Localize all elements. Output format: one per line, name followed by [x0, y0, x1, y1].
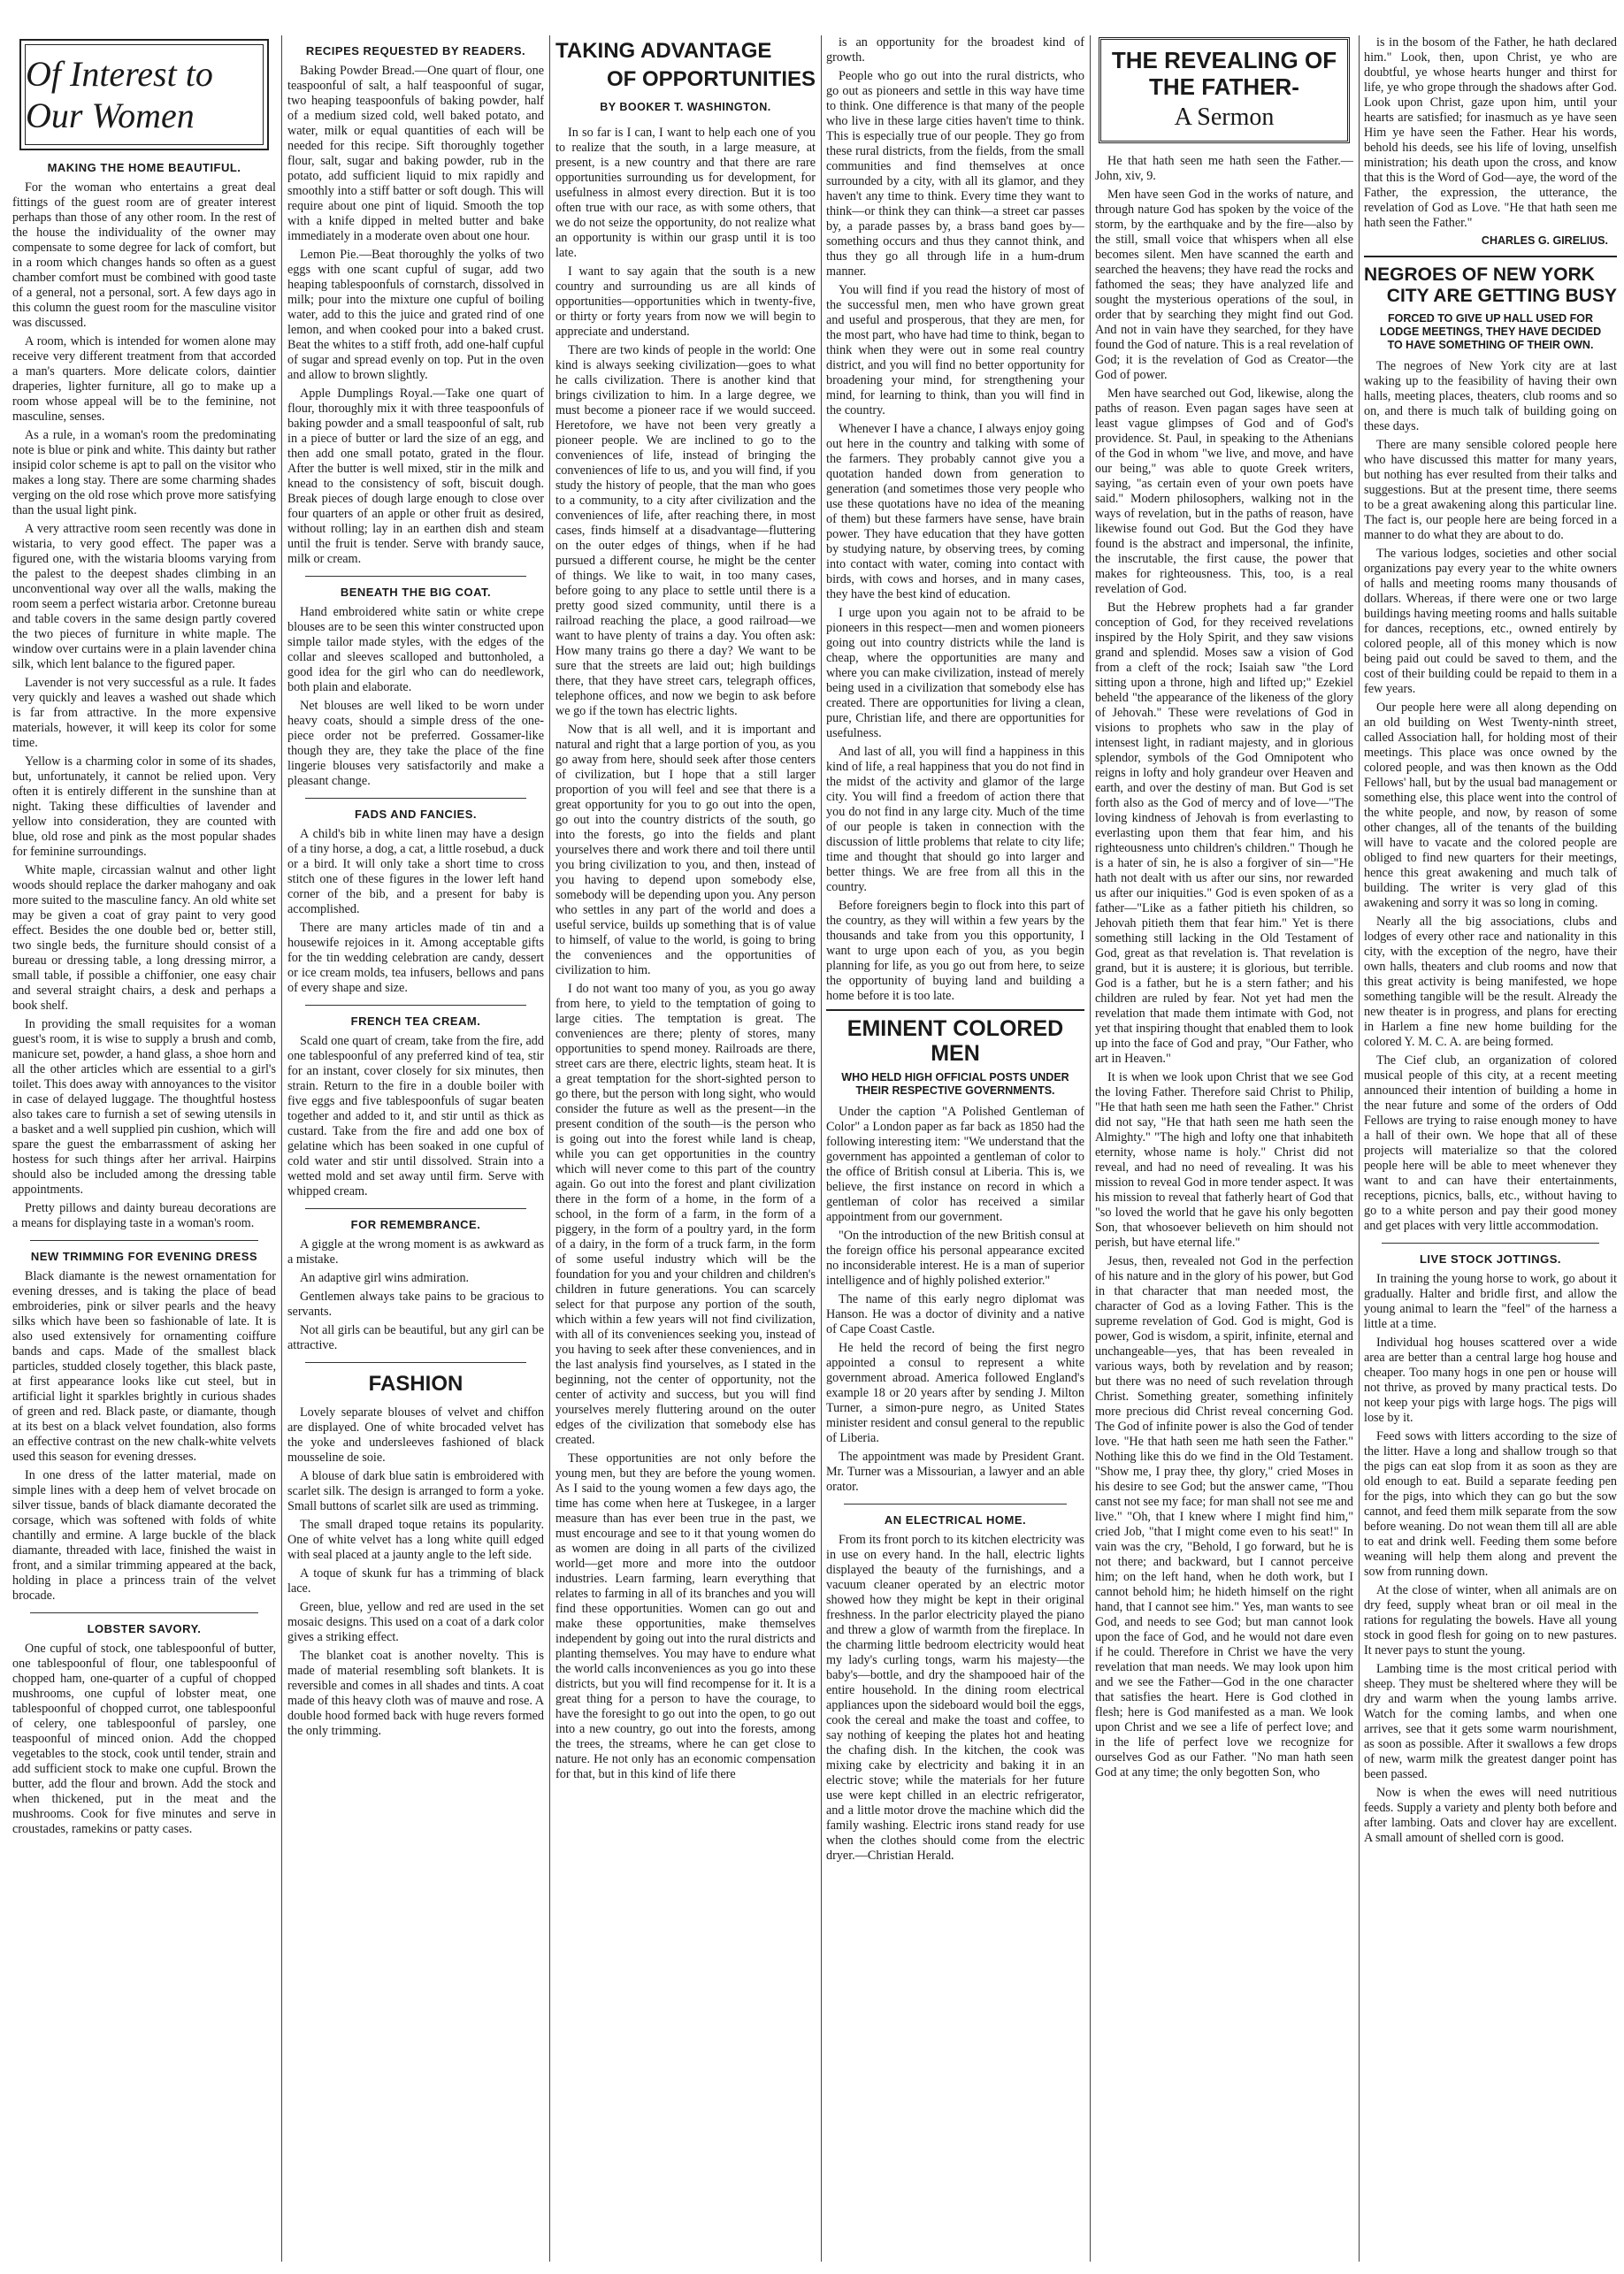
- paragraph: From its front porch to its kitchen electricity was in use on every hand. In the hall, electric lights displayed the beauty of the furnishings, and a vacuum cleaner operated by an electric motor showed how they might be kept in their original freshness. In the parlor electricity played the piano and threw a glow of warmth from the fireplace. In the charming little bedroom electricity would heat my lady's curling tongs, warm his majesty—the baby's—bottle, and dry the shampooed hair of the entire household. In the dining room electrical appliances upon the sideboard would boil the eggs, cook the cereal and make the toast and coffee, to say nothing of keeping the plates hot and heating the chafing dish. In the kitchen, the cook was mixing cake by electricity and baking it in an electric stove; while the materials for her future use were kept chilled in an electric refrigerator, and a little motor drove the machine which did the family washing. Electric irons stand ready for use when the clothes should come from the electric dryer.—Christian Herald.: [826, 1533, 1084, 1863]
- paragraph: Gentlemen always take pains to be gracious to servants.: [287, 1290, 544, 1319]
- section-heading: FRENCH TEA CREAM.: [350, 1014, 481, 1028]
- paragraph: A blouse of dark blue satin is embroidered with scarlet silk. The design is arranged to form a yoke. Small buttons of scarlet silk are used as trimming.: [287, 1469, 544, 1513]
- article-body: [287, 1237, 544, 1353]
- article-title: EMINENT COLORED MEN: [846, 1016, 1064, 1066]
- paragraph: The negroes of New York city are at last waking up to the feasibility of having their own halls, meeting places, theaters, club rooms and so on, and there is much talk of building going on these days.: [1364, 359, 1617, 433]
- column-1: [12, 35, 276, 2265]
- column-3: [555, 35, 816, 2265]
- article-body: [826, 35, 1084, 1004]
- paragraph: White maple, circassian walnut and other light woods should replace the darker mahogany and oak more suited to the masculine fancy. An old white set may be given a coat of gray paint to very good effect. Besides the one double bed or, better still, two single beds, the furniture should consist of a bureau or dressing table, a long dressing mirror, a small table, if possible a chiffonier, one easy chair and several straight chairs, a desk and perhaps a book shelf.: [12, 863, 276, 1013]
- paragraph: Our people here were all along depending on an old building on West Twenty-ninth street, called Association hall, for holding most of their meetings. This place was once owned by the colored people, and was then known as the Odd Fellows' hall, but by the usual bad management or something else, this place went into the control of the white people, and now, by reason of some other changes, all of the tenants of the building will have to vacate and the colored people are obliged to find new quarters for their meetings, hence this great awakening and much talk of building. The writer is very glad of this awakening and sorry it was so long in coming.: [1364, 701, 1617, 910]
- paragraph: It is when we look upon Christ that we see God the loving Father. Therefore said Christ to Philip, "He that hath seen me hath seen the Father." Christ did not say, "He that hath seen me hath seen the Almighty." "The high and lofty one that inhabiteth eternity, whose name is holy." Christ did not reveal, and had no need of revealing. It was his mission to reveal God in more tender aspect. It was his mission to reveal that fatherly heart of God that "so loved the world that he gave his only begotten Son, that whosoever believeth on him should not perish, but have eternal life.": [1095, 1070, 1353, 1250]
- paragraph: Green, blue, yellow and red are used in the set mosaic designs. This used on a coat of a dark color gives a striking effect.: [287, 1600, 544, 1644]
- article-body: [1364, 35, 1617, 231]
- paragraph: Baking Powder Bread.—One quart of flour, one teaspoonful of salt, a half teaspoonful of sugar, two heaping teaspoonfuls of baking powder, half of a medium sized cold, well baked potato, and water, milk or equal quantities of each will be needed for this recipe. Sift thoroughly together flour, salt, sugar and baking powder, rub in the potato, add sufficient liquid to mix rapidly and smoothly into a stiff batter or soft dough. This will require about one pint of liquid. Smooth the top with a knife dipped in melted butter and bake immediately in a moderate oven about one hour.: [287, 64, 544, 243]
- article-body: [1095, 154, 1353, 1780]
- paragraph: These opportunities are not only before the young men, but they are before the young women. As I said to the young women a few days ago, the time has come when here at Tuskegee, in a larger measure than has ever been true in the past, we must encourage and see to it that young women do as women are doing in all parts of the civilized world—get more and more into the outdoor industries. Learn farming, learn everything that relates to farming in all of its branches and you will find these opportunities. Women can go out and make these opportunities, make themselves independent by going out into the rural districts and planting themselves. You may have to endure what the world calls inconveniences as you go into these districts, but you will find recompense for it. It is a great thing for a person to have the courage, to have the foresight to go out into the open, to go out into a new country, go out into the forests, among the trees, the streams, where he can get close to nature. He not only has an economic compensation for that, but in this kind of life there: [555, 1451, 816, 1781]
- paragraph: Men have seen God in the works of nature, and through nature God has spoken by the voice of the storm, by the earthquake and by the fire—also by the still, small voice that whispers when all else becomes silent. Men have scanned the earth and searched the heavens; they have read the rocks and fathomed the seas; they have analyzed life and sought the mysterious operations of the soul, in order that by searching they might find out God. And not in vain have they searched, for they have found the God of nature. This is a real revelation of God; it is the revelation of God as Creator—the God of power.: [1095, 188, 1353, 382]
- paragraph: Before foreigners begin to flock into this part of the country, as they will within a few years by the thousands and take from you this opportunity, I want to urge upon each of you, as you begin planning for life, as you go out from here, to seize the opportunity of buying land and building a home before it is too late.: [826, 899, 1084, 1003]
- paragraph: There are many sensible colored people here who have discussed this matter for many years, but nothing has ever resulted from their talks and suggestions. But at the present time, there seems to be a great awakening along this particular line. The fact is, our people here are being forced in a manner to do what they are about to do.: [1364, 438, 1617, 542]
- paragraph: Black diamante is the newest ornamentation for evening dresses, and is taking the place of bead embroideries, pink or silver pearls and the heavy silks which have been so fashionable of late. It is also used extensively for ornamenting coiffure bands and caps. Made of the smallest black particles, studded closely together, this black paste, at first appearance looks like cut steel, but in artificial light it sparkles brightly in curious shades of green and red. Black paste, or diamante, though at its best on a black velvet foundation, also forms an effective contrast on the new chalk-white velvets used this season for evening dresses.: [12, 1269, 276, 1464]
- paragraph: One cupful of stock, one tablespoonful of butter, one tablespoonful of flour, one tablespoonful of chopped ham, one-quarter of a cupful of chopped mushrooms, one cupful of lobster meat, one tablespoonful of chopped currot, one tablespoonful of celery, one tablespoonful of parsley, one teaspoonful of minced onion. Add the chopped vegetables to the stock, cook until tender, strain and add sufficient stock to make one cupful. Brown the butter, add the flour and brown. Add the stock and when thickened, put in the meat and the mushrooms. Cook for five minutes and serve in croustades, ramekins or patty cases.: [12, 1642, 276, 1836]
- sermon-subtitle: A Sermon: [1174, 103, 1275, 131]
- paragraph: is an opportunity for the broadest kind of growth.: [826, 35, 1084, 65]
- article-body: [826, 1105, 1084, 1495]
- column-5: [1095, 35, 1353, 2265]
- fashion-heading: FASHION: [368, 1372, 463, 1396]
- article-body: [287, 605, 544, 789]
- sermon-title-line1: THE REVEALING OF: [1111, 47, 1337, 73]
- paragraph: The Cief club, an organization of colored musical people of this city, at a recent meeting announced their intention of building a home in the near future and some of the orders of Odd Fellows are trying to raise enough money to have a hall of their own. We hope that all of these projects will materialize so that the colored people here will be able to meet whenever they want to and can have their entertainments, receptions, picnics, balls, etc., without having to go to a white person and pay their good money and get places with very little accommodation.: [1364, 1053, 1617, 1233]
- section-heading: AN ELECTRICAL HOME.: [884, 1513, 1027, 1527]
- article-body: [1364, 359, 1617, 1234]
- column-rule: [821, 35, 822, 2262]
- paragraph: For the woman who entertains a great deal fittings of the guest room are of greater interest perhaps than those of any other room. In the rest of the house the individuality of the owner may compensate to some degree for lack of comfort, but in a room which changes hands so often as a guest chamber comfort must be combined with good taste of a general, not a personal, sort. A few days ago in this column the guest room for the masculine visitor was discussed.: [12, 180, 276, 330]
- paragraph: There are many articles made of tin and a housewife rejoices in it. Among acceptable gifts for the tin wedding celebration are candy, dessert or ice cream molds, tea infusers, bellows and pans of every shape and size.: [287, 921, 544, 995]
- paragraph: He held the record of being the first negro appointed a consul to represent a white government abroad. America followed England's example 18 or 20 years after by sending J. Milton Turner, a simon-pure negro, as United States minister resident and consul general to the republic of Liberia.: [826, 1341, 1084, 1445]
- section-heading: NEW TRIMMING FOR EVENING DRESS: [30, 1250, 258, 1263]
- paragraph: But the Hebrew prophets had a far grander conception of God, for they received revelations inspired by the Holy Spirit, and they saw visions grand and splendid. Moses saw a vision of God from a cleft of the rock; Isaiah saw "the Lord sitting upon a throne, high and lifted up;" Ezekiel beheld "the appearance of the likeness of the glory of Jehovah." These were revelations of God in visions to prophets who saw in the play of intensest light, in radiant majesty, and in glorious splendor, symbols of the God Omnipotent who reigns in lofty and holy grandeur over Heaven and earth, and over the destiny of man. But God is set forth also as the God of mercy and of love—"The loving kindness of Jehovah is from everlasting to everlasting upon them that fear him, and his righteousness unto children's children." Though he is a hater of sin, he is also a forgiver of sin—"He hath not dealt with us after our sins, nor rewarded us after our iniquities." God is even spoken of as a father—"Like as a father pitieth his children, so Jehovah pitieth them that fear him." Yet is there something still lacking in the Old Testament of God, great as that revelation is. That revelation is grand, but it is austere; it is glorious, but terrible. God is a father, but he is a stern father; and his children are ruled by fear. Not yet had men the revelation that made them intimate with God, not yet that inspiring thought that enabled them to look up into the face of God and pray, "Our Father, who art in Heaven.": [1095, 601, 1353, 1066]
- paragraph: Apple Dumplings Royal.—Take one quart of flour, thoroughly mix it with three teaspoonfuls of baking powder and a small teaspoonful of salt, rub in a piece of butter or lard the size of an egg, and then add one small potato, grated in the flour. After the butter is well mixed, stir in the milk and knead to the consistency of soft, biscuit dough. Break pieces of dough large enough to close over four quarters of an apple or other fruit as desired, without rolling; lay in an earthen dish and steam until the fruit is tender. Serve with brandy sauce, milk or cream.: [287, 387, 544, 566]
- column-rule: [281, 35, 282, 2262]
- article-body: [826, 1533, 1084, 1864]
- paragraph: Now is when the ewes will need nutritious feeds. Supply a variety and plenty both before and after lambing. Oats and clover hay are excellent. A small amount of shelled corn is good.: [1364, 1786, 1617, 1845]
- section-heading: FOR REMEMBRANCE.: [350, 1218, 481, 1231]
- paragraph: In so far is I can, I want to help each one of you to realize that the south, in a large measure, at present, is a new country and that there are rare opportunities surrounding us for development, for usefulness in almost every direction. But it is too often true with our race, as with some others, that we do not seize the opportunity, do not realize what an opportunity is within our grasp until it is too late.: [555, 126, 816, 260]
- article-title-line1: NEGROES OF NEW YORK: [1364, 264, 1595, 285]
- paragraph: Whenever I have a chance, I always enjoy going out here in the country and talking with some of the farmers. They probably cannot give you a quotation handed down from generation to generation (and sometimes those very people who use these quotations have no idea of the meaning of them) but these farmers have sense, have brain power. They have education that they have gotten by studying nature, by observing trees, by coming into contact with water, coming into contact with birds, with cows and horses, and in many cases, they have the best kind of education.: [826, 422, 1084, 601]
- paragraph: Net blouses are well liked to be worn under heavy coats, should a simple dress of the one-piece order not be preferred. Gossamer-like though they are, they take the place of the fine lingerie blouses very satisfactorily and make a pleasant change.: [287, 699, 544, 788]
- article-title-line2: CITY ARE GETTING BUSY: [1386, 286, 1617, 306]
- article-title-line1: TAKING ADVANTAGE: [555, 39, 772, 63]
- article-body: [287, 1034, 544, 1199]
- paragraph: is in the bosom of the Father, he hath declared him." Look, then, upon Christ, ye who are doubtful, ye whose hearts hunger and thirst for life, ye who grope through the shadows after God. Look upon Christ, gaze upon him, until your hearts are satisfied; for inasmuch as ye have seen Him ye have seen the Father. Hear his words, behold his deeds, see his life of loving, unselfish ministration; his death upon the cross, and know that this is the Word of God—aye, the word of the Father, the expression, the utterance, the revelation of God as Love. "He that hath seen me hath seen the Father.": [1364, 35, 1617, 230]
- column-rule: [549, 35, 550, 2262]
- paragraph: An adaptive girl wins admiration.: [300, 1271, 470, 1285]
- paragraph: The various lodges, societies and other social organizations pay every year to the white owners of halls and meeting rooms many thousands of dollars. Whereas, if there were one or two large buildings having meeting rooms and halls suitable for dances, receptions, etc., owned entirely by colored people, all of this money which is now being paid out could be saved to them, and the cost of their building could be repaid to them in a few years.: [1364, 547, 1617, 696]
- paragraph: In one dress of the latter material, made on simple lines with a deep hem of velvet brocade on silver tissue, bands of black diamante decorated the corsage, which was softened with folds of white chantilly and ermine. A large buckle of the black diamante, threaded with lace, finished the waist in front, and a similar trimming appeared at the back, holding in place a princess train of the velvet brocade.: [12, 1468, 276, 1603]
- article-subtitle: WHO HELD HIGH OFFICIAL POSTS UNDER THEIR RESPECTIVE GOVERNMENTS.: [841, 1071, 1069, 1097]
- sermon-title-box: [1099, 37, 1350, 143]
- article-body: [12, 1269, 276, 1604]
- paragraph: Nearly all the big associations, clubs and lodges of every other race and nationality in this city, with the exception of the negro, have their own halls, theaters and club rooms and now that this great activity is being manifested, we hope something tangible will be the result. Already the new theater is in progress, and plans for erecting in Harlem a fine new home building for the colored Y. M. C. A. are being formed.: [1364, 915, 1617, 1049]
- paragraph: I want to say again that the south is a new country and surrounding us are all kinds of opportunities—opportunities which in twenty-five, or thirty or forty years from now we will begin to appreciate and understand.: [555, 264, 816, 339]
- article-body: [287, 1405, 544, 1739]
- paragraph: People who go out into the rural districts, who go out as pioneers and settle in this way have time to think. One difference is that many of the people who live in these large cities haven't time to think. This is especially true of our people. They go from these rural districts, from the fields, from the small communities and find themselves at once surrounded by a city, with all its glamor, and they haven't any time to think. Every time they want to think—or think they can think—a street car passes by, a parade passes by, a brass band goes by—something occurs and thus they cannot think, and thus they go all through life in a hum-drum manner.: [826, 69, 1084, 279]
- section-heading: RECIPES REQUESTED BY READERS.: [305, 44, 526, 57]
- section-heading: LIVE STOCK JOTTINGS.: [1419, 1252, 1561, 1266]
- paragraph: And last of all, you will find a happiness in this kind of life, a real happiness that you do not find in the midst of the activity and glamor of the large city. You will find a freedom of action there that you do not find in any large city. Much of the time of our people is taken in connection with the discussion of little problems that relate to city life; time and thought that should go into larger and better things. We are free from all this in the country.: [826, 745, 1084, 894]
- section-masthead: [19, 39, 269, 150]
- article-subtitle: FORCED TO GIVE UP HALL USED FOR LODGE MEETINGS, THEY HAVE DECIDED TO HAVE SOMETHING OF THEIR OWN.: [1379, 312, 1602, 351]
- paragraph: In training the young horse to work, go about it gradually. Halter and bridle first, and allow the young animal to learn the "feel" of the harness a little at a time.: [1364, 1272, 1617, 1331]
- byline: BY BOOKER T. WASHINGTON.: [600, 101, 771, 113]
- paragraph: Hand embroidered white satin or white crepe blouses are to be seen this winter constructed upon simple tailor made styles, with the edges of the collar and sleeves scalloped and buttonholed, a good idea for the girl who can do needlework, both plain and elaborate.: [287, 605, 544, 694]
- paragraph: A toque of skunk fur has a trimming of black lace.: [287, 1566, 544, 1596]
- paragraph: Under the caption "A Polished Gentleman of Color" a London paper as far back as 1850 had the following interesting item: "We understand that the government has appointed a gentleman of color to the office of British consul at Liberia. This is, we believe, the first instance on record in which a gentleman of color has received a similar appointment from our government.: [826, 1105, 1084, 1224]
- paragraph: A room, which is intended for women alone may receive very different treatment from that accorded a man's quarters. More delicate colors, daintier draperies, lighter furniture, all go to make up a room whose appeal will be to the feminine, not masculine, senses.: [12, 334, 276, 424]
- paragraph: Lovely separate blouses of velvet and chiffon are displayed. One of white brocaded velvet has the yoke and undersleeves fashioned of black mousseline de soie.: [287, 1405, 544, 1465]
- signature: CHARLES G. GIRELIUS.: [1481, 234, 1608, 247]
- paragraph: Yellow is a charming color in some of its shades, but, unfortunately, it cannot be relied upon. Very often it is entirely different in the sunshine than at night. Taking these difficulties of lavender and yellow into consideration, they are counted with blue, old rose and pink as the most popular shades for feminine surroundings.: [12, 754, 276, 859]
- article-body: [1364, 1272, 1617, 1846]
- paragraph: A giggle at the wrong moment is as awkward as a mistake.: [287, 1237, 544, 1267]
- paragraph: Feed sows with litters according to the size of the litter. Have a long and shallow trough so that the pigs can eat slop from it as soon as they are old enough to eat. Build a separate feeding pen for the pigs, into which they can go but the sow cannot, and feed them milk separate from the sow before weaning. Do not wean them till all are able to eat and drink well. Feeding them some before weaning will help them along and prevent the sow from running down.: [1364, 1429, 1617, 1579]
- paragraph: I do not want too many of you, as you go away from here, to yield to the temptation of going to large cities. The temptation is great. The conveniences are there; plenty of stores, many opportunities to spend money. Railroads are there, street cars are there, electric lights, steam heat. It is a great temptation for the short-sighted person to go there, but the person with long sight, who would consider the future as well as the present—in the present condition of the south—is the person who is going out into the forest while land is cheap, while you can get opportunities in the country which will never come to this part of the country again. Go out into the forest and plant civilization there in the form of a home, in the form of a school, in the form of a farm, in the form of a piggery, in the form of a poultry yard, in the form of a dairy, in the form of a truck farm, in the form of some useful industry which will be the foundation for you and your children and children's children in future generations. You can scarcely select for that purpose any portion of the south, which within a few years will not find civilization, with all of its conveniences seeking you, instead of you having to seek after these conveniences, and in the last analysis find yourselves, as I stated in the beginning, not the center of opportunity, not the center of activity and success, but you will find yourselves merely fluttering around on the outer edges of the civilization that somebody else has created.: [555, 982, 816, 1447]
- paragraph: Lambing time is the most critical period with sheep. They must be sheltered where they will be dry and warm when the young lambs arrive. Watch for the coming lambs, and when one arrives, see that it gets some warm nourishment, as soon as possible. After it swallows a few drops of new, warm milk the greatest danger point has been passed.: [1364, 1662, 1617, 1781]
- section-heading: FADS AND FANCIES.: [354, 808, 478, 821]
- masthead-title: Of Interest to Our Women: [26, 54, 213, 135]
- paragraph: "On the introduction of the new British consul at the foreign office his personal appearance excited no inconsiderable interest. He is a man of superior intelligence and of highly polished exterior.": [826, 1229, 1084, 1288]
- column-4: [826, 35, 1084, 2265]
- paragraph: The appointment was made by President Grant. Mr. Turner was a Missourian, a lawyer and an able orator.: [826, 1450, 1084, 1494]
- paragraph: The blanket coat is another novelty. This is made of material resembling soft blankets. It is reversible and comes in all shades and tints. A coat made of this heavy cloth was of mauve and rose. A double hood formed back with huge revers formed the only trimming.: [287, 1649, 544, 1738]
- article-body: [12, 1642, 276, 1837]
- paragraph: Pretty pillows and dainty bureau decorations are a means for displaying taste in a woman's room.: [12, 1201, 276, 1230]
- paragraph: In providing the small requisites for a woman guest's room, it is wise to supply a brush and comb, manicure set, powder, a hand glass, a shoe horn and all the other articles which are essential to a girl's toilet. This does away with annoyances to the visitor in case of delayed luggage. The thoughtful hostess also takes care to furnish a set of sewing utensils in a basket and a well supplied pin cushion, which will spare the guest the embarrassment of asking her hostess for such things after her arrival. Hairpins should also be included among the dressing table appointments.: [12, 1017, 276, 1197]
- article-title-line2: OF OPPORTUNITIES: [606, 67, 816, 91]
- column-rule: [1090, 35, 1091, 2262]
- paragraph: The name of this early negro diplomat was Hanson. He was a doctor of divinity and a native of Cape Coast Castle.: [826, 1292, 1084, 1336]
- paragraph: As a rule, in a woman's room the predominating note is blue or pink and white. This dainty but rather insipid color scheme is apt to pall on the visitor who makes a long stay. There are some charming shades verging on the old rose which prove more satisfying than the usual light pink.: [12, 428, 276, 517]
- paragraph: Lavender is not very successful as a rule. It fades very quickly and leaves a washed out shade which is far from attractive. In the more expensive materials, however, it will keep its color for some time.: [12, 676, 276, 750]
- section-heading: BENEATH THE BIG COAT.: [340, 586, 492, 599]
- column-2: [287, 35, 544, 2265]
- article-body: [555, 126, 816, 1782]
- section-heading: LOBSTER SAVORY.: [87, 1622, 202, 1635]
- paragraph: A child's bib in white linen may have a design of a tiny horse, a dog, a cat, a little rosebud, a duck or a bird. It will only take a short time to cross stitch one of these figures in the lower left hand corner of the bib, and a present for baby is accomplished.: [287, 827, 544, 916]
- article-body: [287, 827, 544, 996]
- paragraph: You will find if you read the history of most of the successful men, men who have grown great and useful and prosperous, that they are men, for the most part, who have had time to think, began to think when they were out in some real country district, and you will find no better opportunity for broadening your mind, for strengthening your mind, for learning to think, than you will find in the country.: [826, 283, 1084, 417]
- article-body: [12, 180, 276, 1231]
- paragraph: He that hath seen me hath seen the Father.—John, xiv, 9.: [1095, 154, 1353, 183]
- paragraph: Scald one quart of cream, take from the fire, add one tablespoonful of any preferred kind of tea, stir for an instant, cover closely for six minutes, then strain. Return to the fire in a double boiler with five eggs and five tablespoonfuls of sugar beaten together and added to it, and stir until as thick as custard. Take from the fire and add one box of gelatine which has been soaked in one cupful of cold water and stir until dissolved. Strain into a wetted mold and set away until firm. Serve with whipped cream.: [287, 1034, 544, 1198]
- column-6: [1364, 35, 1617, 2265]
- paragraph: A very attractive room seen recently was done in wistaria, to very good effect. The paper was a figured one, with the wistaria blooms varying from the palest to the deepest shades climbing in an unconventional way over all the walls, making the room seem a perfect wistaria arbor. Cretonne bureau and table covers in the same design partly covered the two pieces of furniture in white maple. The window over curtains were in a plain lavender china silk, which lent balance to the figured paper.: [12, 522, 276, 671]
- paragraph: At the close of winter, when all animals are on dry feed, supply wheat bran or oil meal in the rations for regulating the bowels. Have all young stock in good flesh for going on to new pastures. It never pays to stunt the young.: [1364, 1583, 1617, 1658]
- sermon-title-line2: THE FATHER-: [1149, 73, 1299, 100]
- paragraph: Individual hog houses scattered over a wide area are better than a central large hog house and cheaper. Too many hogs in one pen or house will not thrive, as proved by many practical tests. Do not keep your pigs with large hogs. The pigs will lose by it.: [1364, 1336, 1617, 1425]
- article-body: [287, 64, 544, 567]
- paragraph: I urge upon you again not to be afraid to be pioneers in this respect—men and women pioneers going out into country districts while the land is cheap, where the opportunities are many and where you can make civilization, instead of merely being used in a civilization that somebody else has created. There are opportunities for living a clean, pure, Christian life, and there are opportunities for usefulness.: [826, 606, 1084, 740]
- paragraph: Not all girls can be beautiful, but any girl can be attractive.: [287, 1323, 544, 1352]
- paragraph: Lemon Pie.—Beat thoroughly the yolks of two eggs with one scant cupful of sugar, add two heaping tablespoonfuls of cornstarch, dissolved in milk; pour into the mixture one cupful of boiling water, add to this the juice and grated rind of one lemon, and when cooked pour into a baked crust. Beat the whites to a stiff froth, add one-half cupful of sugar and spread evenly on top. Put in the oven and allow to brown slightly.: [287, 248, 544, 382]
- column-rule: [1359, 35, 1360, 2262]
- paragraph: There are two kinds of people in the world: One kind is always seeking civilization—goes to what he calls civilization. There is another kind that brings civilization to him. In a large degree, we must become a pioneer race if we would succeed. Heretofore, we have not been very greatly a pioneer people. We are inclined to go to the conveniences of life, instead of bringing the conveniences of life to us, and you will find, if you study the history of people, that the man who goes to a community, to a city after civilization and the conveniences of life, after reaching there, in most cases, finds himself at a disadvantage—fluttering on the outer edges of things, when if he had pursued a different course, he might be the center of things. We like to wait, in too many cases, before going to any place to settle until there is a pretty good sized community, until there is a railroad reaching the place, a good railroad—we want to have plenty of trains a day. You often ask: How many trains go there a day? We want to be sure that the streets are laid out; high buildings there, that they have street cars, telegraph offices, telephone offices, and now we begin to ask before we go if the town has electric lights.: [555, 343, 816, 718]
- section-heading: MAKING THE HOME BEAUTIFUL.: [47, 161, 241, 174]
- paragraph: Men have searched out God, likewise, along the paths of reason. Even pagan sages have seen at least vague glimpses of God and of God's providence. St. Paul, in speaking to the Athenians of the God in whom "we live, and move, and have our being," was able to quote Greek writers, saying, "as certain even of your own poets have said." Modern philosophers, walking not in the ways of revelation, but in the paths of reason, have likewise found out God. But the God they have found is the abstract and impersonal, the infinite, the inscrutable, the first cause, the power that makes for righteousness. This, too, is a real revelation of God.: [1095, 387, 1353, 596]
- paragraph: Jesus, then, revealed not God in the perfection of his nature and in the glory of his power, but God in that character that man needed most, the character of God as a loving Father. This is the supreme revelation of God. God is might, God is power, God is wisdom, a spirit, infinite, eternal and unchangeable—yes, that has been revealed in various ways, both by revelation and by reason; but there was no need of such revelation through Christ. Something greater, something infinitely more precious did Christ reveal concerning God. The God of infinite power is also the God of tender love. "He that hath seen me hath seen the Father." Nothing like this do we find in the Old Testament. "Show me, I pray thee, thy glory," cried Moses in his desire to see God; but the answer came, "Thou canst not see my face; for man shall not see me and live." "Oh, that I knew where I might find him," cried Job, "that I might come even to his seat!" In vain was the cry, "Behold, I go forward, but he is not there; and backward, but I cannot perceive him; on the left hand, when he doth work, but I cannot behold him; he hideth himself on the right hand, that I cannot see him." Yes, man wants to see God, and needs to see God; but man cannot look upon the face of God, and he would not dare even if he could. Therefore in Christ we have the very revelation that man needs. We may look upon him and we see the Father—God in the one character that satisfies the heart. Here is God clothed in flesh; here is God manifested as a man. We look upon Christ and we see a life of perfect love; and in the life of perfect love we recognize for ourselves God as our Father. "No man hath seen God at any time; the only begotten Son, who: [1095, 1254, 1353, 1780]
- paragraph: Now that is all well, and it is important and natural and right that a large portion of you, as you go away from here, should seek after those centers of civilization, but I hope that a still larger proportion of you will feel and see that there is a great opportunity for you to go out into the open, go out into the country districts of the south, go into the forests, go into the fields and plant yourselves there and work there and toil there until you bring civilization to you, and then, instead of you having to depend upon somebody else, somebody will be depending upon you. Any person who settles in any part of the world and does a useful service, builds up something that is of value to himself, of value to the world, is going to bring the conveniences and the opportunities of civilization to him.: [555, 723, 816, 977]
- paragraph: The small draped toque retains its popularity. One of white velvet has a long white quill edged with seal placed at a jaunty angle to the left side.: [287, 1518, 544, 1562]
